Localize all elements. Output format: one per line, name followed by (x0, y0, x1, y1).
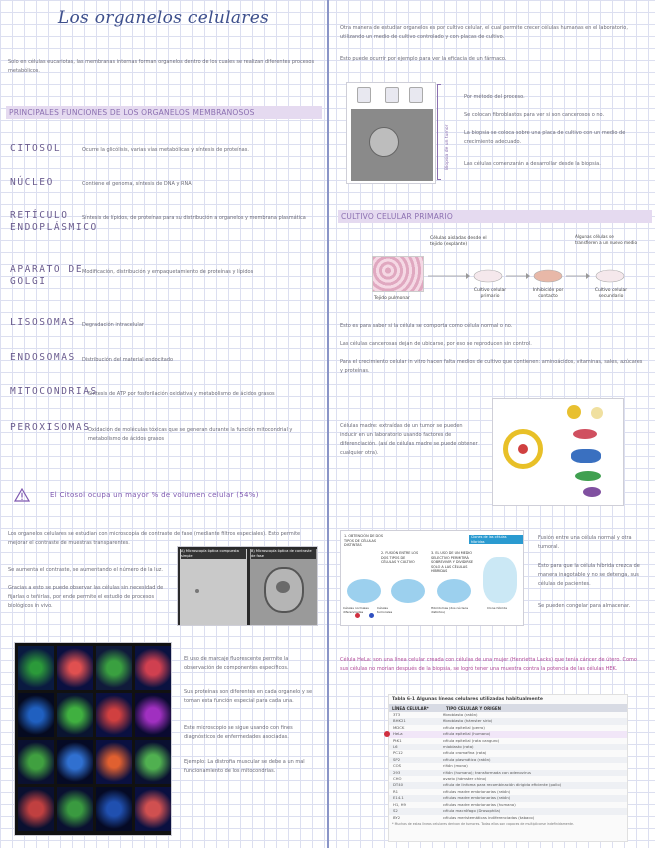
organelle-name: ENDOSOMAS (10, 352, 76, 363)
organelle-name: APARATO DE GOLGI (10, 264, 84, 287)
table-cell: SP2 (393, 756, 401, 762)
culture-intro: Otra manera de estudiar organelos es por cultivo celular, el cual permite crecer células humanas en el laboratorio, utilizando un medio de cultivo controlado y con placas de cultivo. (340, 25, 628, 40)
table-title: Tabla 6-1 Algunas líneas celulares utilizadas habitualmente (392, 697, 543, 702)
organelle-name: MITOCONDRIAS (10, 386, 98, 397)
biopsy-note: La biopsia se coloca sobre una placa de cultivo con un medio de crecimiento adecuado. (464, 130, 626, 145)
section-title-organelles: PRINCIPALES FUNCIONES DE LOS ORGANELOS MEMBRANOSOS (6, 106, 322, 119)
cell-lines-table (388, 694, 628, 842)
section-title-culture: CULTIVO CELULAR PRIMARIO (338, 210, 652, 223)
inhibition-label: Inhibición por contacto (532, 288, 564, 299)
phase-contrast-image (250, 549, 317, 625)
biopsy-bracket (437, 84, 441, 180)
hybrid-tumor: Células tumorales (377, 606, 393, 614)
stem-cell-cycle (503, 429, 543, 469)
transfer-label: Algunas células se transfieren a un nuevo medio (575, 234, 638, 245)
phase-label-a: A) Microscopía óptica compuesta simple (181, 549, 246, 559)
hybrid-step1: 1. OBTENCIÓN DE DOS TIPOS DE CÉLULAS DISTINTAS (344, 534, 383, 547)
table-cell: L6 (393, 744, 398, 750)
warning-callout (14, 488, 259, 502)
organelle-desc: Contiene el genoma, síntesis de DNA y RNA (82, 181, 192, 187)
table-cell: mioblasto (rata) (443, 744, 474, 750)
organelle-desc: Síntesis de lípidos, de proteínas para su distribución a organelos y membrana plasmática (82, 215, 306, 221)
organelle-desc: Oxidación de moléculas tóxicas que se generan durante la función mitocondrial y metabolismo de ácidos grasos (88, 427, 293, 442)
table-cell: riñón (mono) (443, 763, 468, 769)
table-cell: COS (393, 763, 402, 769)
fluorescence-grid-figure (14, 642, 172, 836)
table-cell: célula epitelial (perro) (443, 724, 485, 730)
table-cell: célula plasmática (ratón) (443, 756, 491, 762)
table-cell: PtK1 (393, 737, 402, 743)
table-cell: S2 (393, 808, 398, 814)
organelle-desc: Distribución del material endocitado (82, 357, 174, 363)
culture-note: Para el crecimiento celular in vitro hacen falta medios de cultivo que contienen: aminoácidos, vitaminas, sales, azúcares y proteínas. (340, 359, 643, 374)
microscopy-note: Los organelos celulares se estudian con microscopía de contraste de fase (mediante filtros especiales). Esto permite mejorar el contraste de muestras transparentes. (8, 531, 301, 546)
table-cell: fibroblasto (ratón) (443, 712, 478, 717)
stem-cell-note: Células madre: extraídas de un tumor se pueden inducir en un laboratorio usando factores de diferenciación. (así de células madre se puede obtener cualquier otra). (340, 423, 478, 456)
secondary-label: Cultivo celular secundario (594, 288, 628, 299)
hybrid-hibridoma: Hibridomas (dos núcleos distintos) (431, 606, 469, 614)
fluorescence-note: Este microscopio se sigue usando con fines diagnósticos de enfermedades asociadas. (184, 725, 293, 740)
microscopy-note: Gracias a esto se puede observar las células sin necesidad de fijarlas o teñirlas, por ende permite el estudio de procesos biológicos in vivo. (8, 585, 164, 609)
table-header (389, 704, 627, 712)
biopsy-note: Por método del proceso. (464, 94, 525, 100)
hybrid-step3: 3. EL USO DE UN MEDIO SELECTIVO PERMITIRÁ SOBREVIVIR Y DIVIDIRSE SOLO A LAS CÉLULAS HÍBRIDAS (431, 551, 474, 573)
culture-arrows (426, 268, 636, 288)
organelle-name: CITOSOL (10, 143, 62, 154)
hybrid-note: Se pueden congelar para almacenar. (538, 603, 631, 609)
table-cell: HeLa (393, 731, 403, 737)
table-cell: célula epitelial (humano) (443, 731, 491, 737)
table-cell: células madre embrionarias (ratón) (443, 795, 511, 801)
organelle-name: RETÍCULO ENDOPLÁSMICO (10, 210, 98, 233)
intro-text: Solo en células eucariotas, las membranas internas forman organelos dentro de los cuales se realizan diferentes procesos metabólicos. (8, 59, 315, 74)
hybrid-cell-figure (340, 530, 524, 626)
hybrid-normal: Células normales diferenciadas (343, 606, 369, 614)
table-cell: PC12 (393, 750, 403, 756)
hybrid-step2: 2. FUSIÓN ENTRE LOS DOS TIPOS DE CÉLULAS Y CULTIVO (381, 551, 419, 564)
table-cell: célula epitelial (rata canguro) (443, 737, 500, 743)
primary-label: Cultivo celular primario (473, 288, 507, 299)
hela-marker-icon (384, 731, 390, 737)
phase-label-b: B) Microscopía óptica de contraste de fase (251, 549, 316, 559)
biopsy-note: Las células comenzarán a desarrollar desde la biopsia. (464, 161, 601, 167)
table-cell: BY2 (393, 814, 401, 820)
table-cell: célula cromafina (rata) (443, 750, 487, 756)
table-cell: R1 (393, 788, 399, 794)
culture-intro: Esto puede ocurrir por ejemplo para ver la eficacia de un fármaco. (340, 56, 507, 62)
table-cell: células madre embrionarias (ratón) (443, 788, 511, 794)
microscopy-note: Se aumenta el contraste, se aumentando el número de la luz. (8, 567, 163, 573)
table-body (389, 712, 627, 821)
stem-cell-figure (492, 398, 624, 506)
organelle-name: LISOSOMAS (10, 317, 76, 328)
table-cell: células madre embrionarias (humano) (443, 801, 516, 807)
biopsy-figure (346, 82, 436, 184)
table-cell: E14.1 (393, 795, 404, 801)
table-cell: 293 (393, 769, 401, 775)
organelle-desc: Modificación, distribución y empaquetamiento de proteínas y lípidos (82, 269, 254, 275)
brightfield-image (180, 549, 247, 625)
fluorescence-note: Sus proteínas son diferentes en cada organelo y se toman esta función especial para cada una. (184, 689, 313, 704)
tissue-label: Tejido pulmonar (374, 296, 410, 301)
organelle-desc: Degradación intracelular (82, 322, 144, 328)
organelle-name: PEROXISOMAS (10, 422, 91, 433)
table-cell: célula macrófago (Drosophila) (443, 808, 501, 814)
page-divider (327, 0, 329, 848)
table-cell: célula de linfoma para recombinación dirigida eficiente (pollo) (443, 782, 562, 788)
table-cell: H1, H9 (393, 801, 406, 807)
table-cell: BHK21 (393, 718, 406, 724)
table-row (389, 815, 627, 821)
lung-tissue-image (372, 256, 424, 292)
table-cell: células meristemáticas indiferenciadas (tabaco) (443, 814, 535, 820)
page-title: Los organelos celulares (57, 8, 270, 28)
organelle-desc: Síntesis de ATP por fosforilación oxidativa y metabolismo de ácidos grasos (88, 391, 275, 397)
table-cell: DT40 (393, 782, 404, 788)
phase-contrast-figure (177, 546, 318, 626)
fluorescence-note: Ejemplo: La distrofia muscular se debe a un mal funcionamiento de los mitocondrias. (184, 759, 305, 774)
table-cell: riñón (humano); transformada con adenovirus (443, 769, 531, 775)
table-cell: CHO (393, 776, 402, 782)
culture-note: Las células cancerosas dejan de ubicarse, por eso se reproducen sin control. (340, 341, 532, 347)
table-cell: fibroblasto (hámster sirio) (443, 718, 493, 724)
hybrid-note: Esto para que la célula híbrida crezca de manera inagotable y no se detenga, sus células de pacientes. (538, 563, 640, 587)
hybrid-clones: Clones de las células híbridas (469, 535, 523, 544)
warning-text: El Citosol ocupa un mayor % de volumen celular (54%) (50, 491, 259, 499)
warning-icon (14, 488, 30, 502)
isolated-label: Células aisladas desde el tejido (explante) (430, 236, 487, 247)
table-cell: MDCK (393, 724, 405, 730)
fluorescence-note: El uso de marcaje fluorescente permite la observación de componentes específicos. (184, 656, 289, 671)
hybrid-note: Fusión entre una célula normal y otra tumoral. (538, 535, 632, 550)
biopsy-label: Biopsia de un tumor (445, 124, 450, 170)
organelle-name: NÚCLEO (10, 177, 54, 188)
table-cell: 3T3 (393, 712, 401, 717)
culture-diagram (370, 232, 640, 308)
hela-note: Célula HeLa: son una línea celular creada con células de una mujer (Henrietta Lacks) que tenía cáncer de útero. Como sus células no morían después de la biopsia, se logró tener una muestra contra la potencia de las células HEK. (340, 657, 637, 672)
table-header-cell: LÍNEA CELULAR* (392, 705, 429, 711)
organelle-desc: Ocurre la glicólisis, varias vías metabólicas y síntesis de proteínas. (82, 147, 249, 153)
culture-note: Esto es para saber si la célula se comporta como célula normal o no. (340, 323, 513, 329)
hybrid-clone: Clone híbrida (487, 606, 507, 610)
table-footnote: * Muchas de estas líneas celulares derivan de tumores. Todas ellas son capaces de multiplicarse indefinidamente. (392, 821, 575, 826)
biopsy-note: Se colocan fibroblastos para ver si son cancerosos o no. (464, 112, 605, 118)
table-header-cell: TIPO CELULAR Y ORIGEN (446, 705, 502, 711)
table-cell: ovario (hámster chino) (443, 776, 487, 782)
